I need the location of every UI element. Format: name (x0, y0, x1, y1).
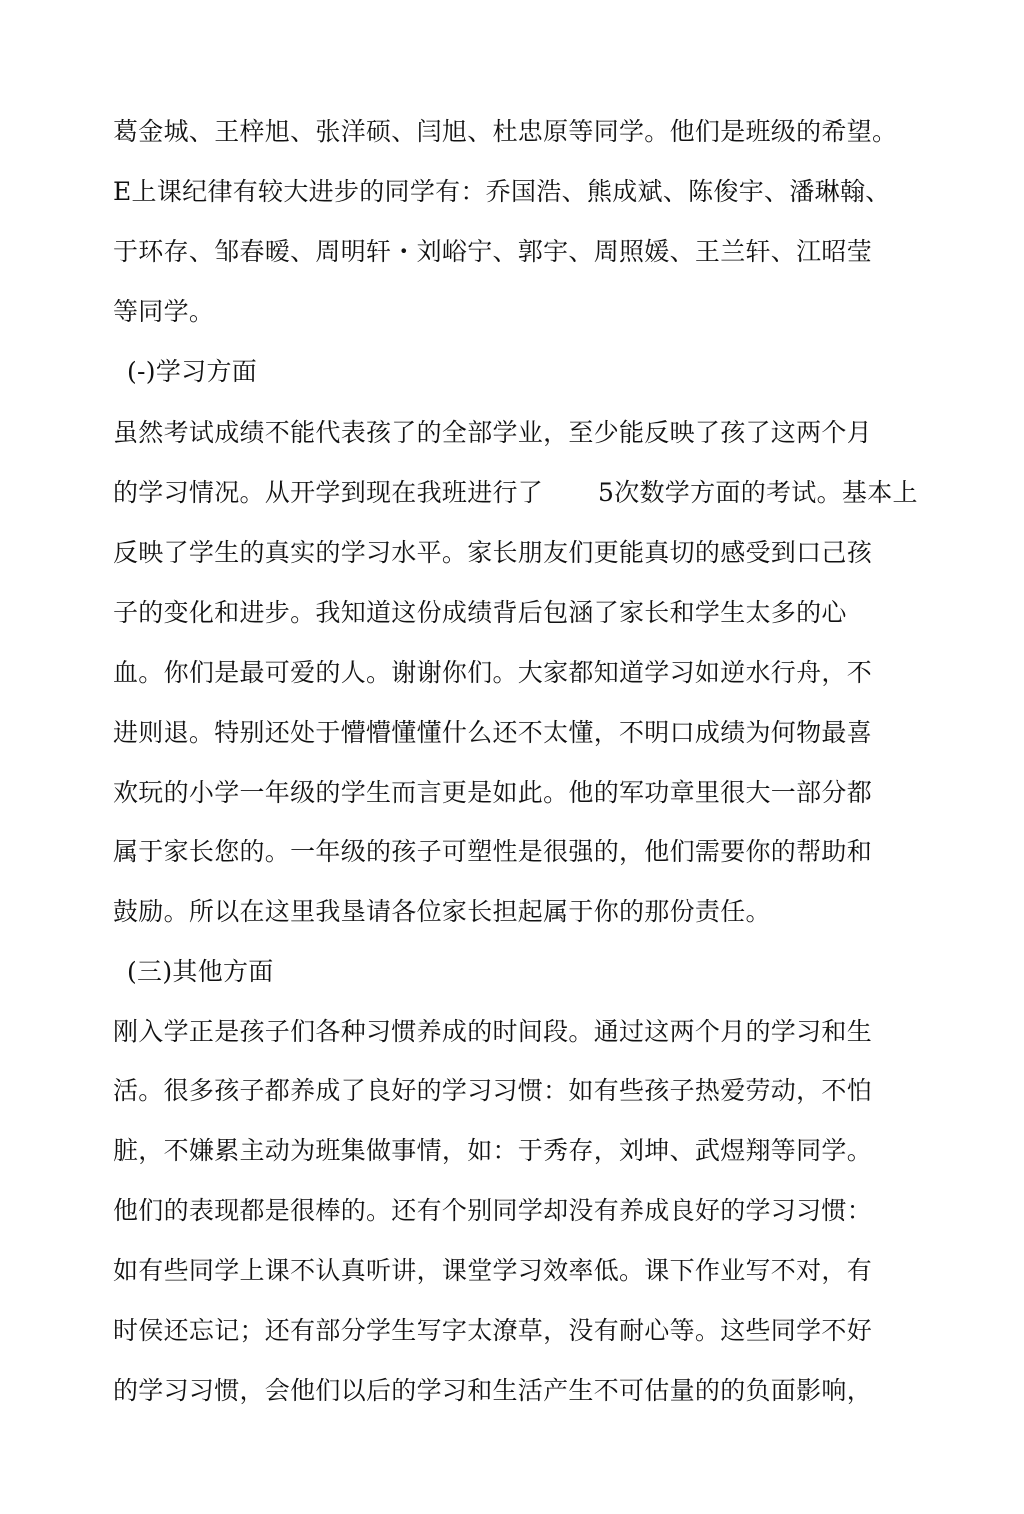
text-line: 如有些同学上课不认真听讲，课堂学习效率低。课下作业写不对，有 (113, 1256, 873, 1285)
text-line: 他们的表现都是很棒的。还有个别同学却没有养成良好的学习习惯： (113, 1196, 873, 1225)
section-heading-other: (三)其他方面 (127, 957, 274, 986)
text-line: 时侯还忘记；还有部分学生写字太潦草，没有耐心等。这些同学不好 (113, 1316, 873, 1345)
text-line: 等同学。 (113, 297, 215, 326)
text-line: 反映了学生的真实的学习水平。家长朋友们更能真切的感受到口己孩 (113, 538, 873, 567)
text-line-split (113, 477, 918, 509)
text-line: 属于家长您的。一年级的孩子可塑性是很强的，他们需要你的帮助和 (113, 837, 873, 866)
text-line: 于环存、邹春暧、周明轩・刘峪宁、郭宇、周照媛、王兰轩、江昭莹 (113, 237, 873, 266)
section-heading-study: (-)学习方面 (127, 357, 258, 386)
text-line-part: 5次数学方面的考试。基本上 (598, 478, 918, 507)
text-line-part: 的学习情况。从开学到现在我班进行了 (113, 478, 544, 507)
text-line: 鼓励。所以在这里我垦请各位家长担起属于你的那份责任。 (113, 897, 771, 926)
text-line: 刚入学正是孩子们各种习惯养成的时间段。通过这两个月的学习和生 (113, 1017, 873, 1046)
text-line: 子的变化和进步。我知道这份成绩背后包涵了家长和学生太多的心 (113, 598, 847, 627)
text-line: E上课纪律有较大进步的同学有：乔国浩、熊成斌、陈俊宇、潘琳翰、 (113, 177, 891, 206)
text-line: 的学习习惯，会他们以后的学习和生活产生不可估量的的负面影响， (113, 1376, 873, 1405)
text-line: 脏，不嫌累主动为班集做事情，如：于秀存，刘坤、武煜翔等同学。 (113, 1136, 873, 1165)
text-line: 进则退。特别还处于懵懵懂懂什么还不太懂，不明口成绩为何物最喜 (113, 718, 873, 747)
text-line: 血。你们是最可爱的人。谢谢你们。大家都知道学习如逆水行舟，不 (113, 658, 873, 687)
text-line: 欢玩的小学一年级的学生而言更是如此。他的军功章里很大一部分都 (113, 778, 873, 807)
text-line: 活。很多孩子都养成了良好的学习习惯：如有些孩子热爱劳动，不怕 (113, 1076, 873, 1105)
text-line: 葛金城、王梓旭、张洋硕、闫旭、杜忠原等同学。他们是班级的希望。 (113, 117, 898, 146)
text-line: 虽然考试成绩不能代表孩了的全部学业，至少能反映了孩了这两个月 (113, 418, 873, 447)
